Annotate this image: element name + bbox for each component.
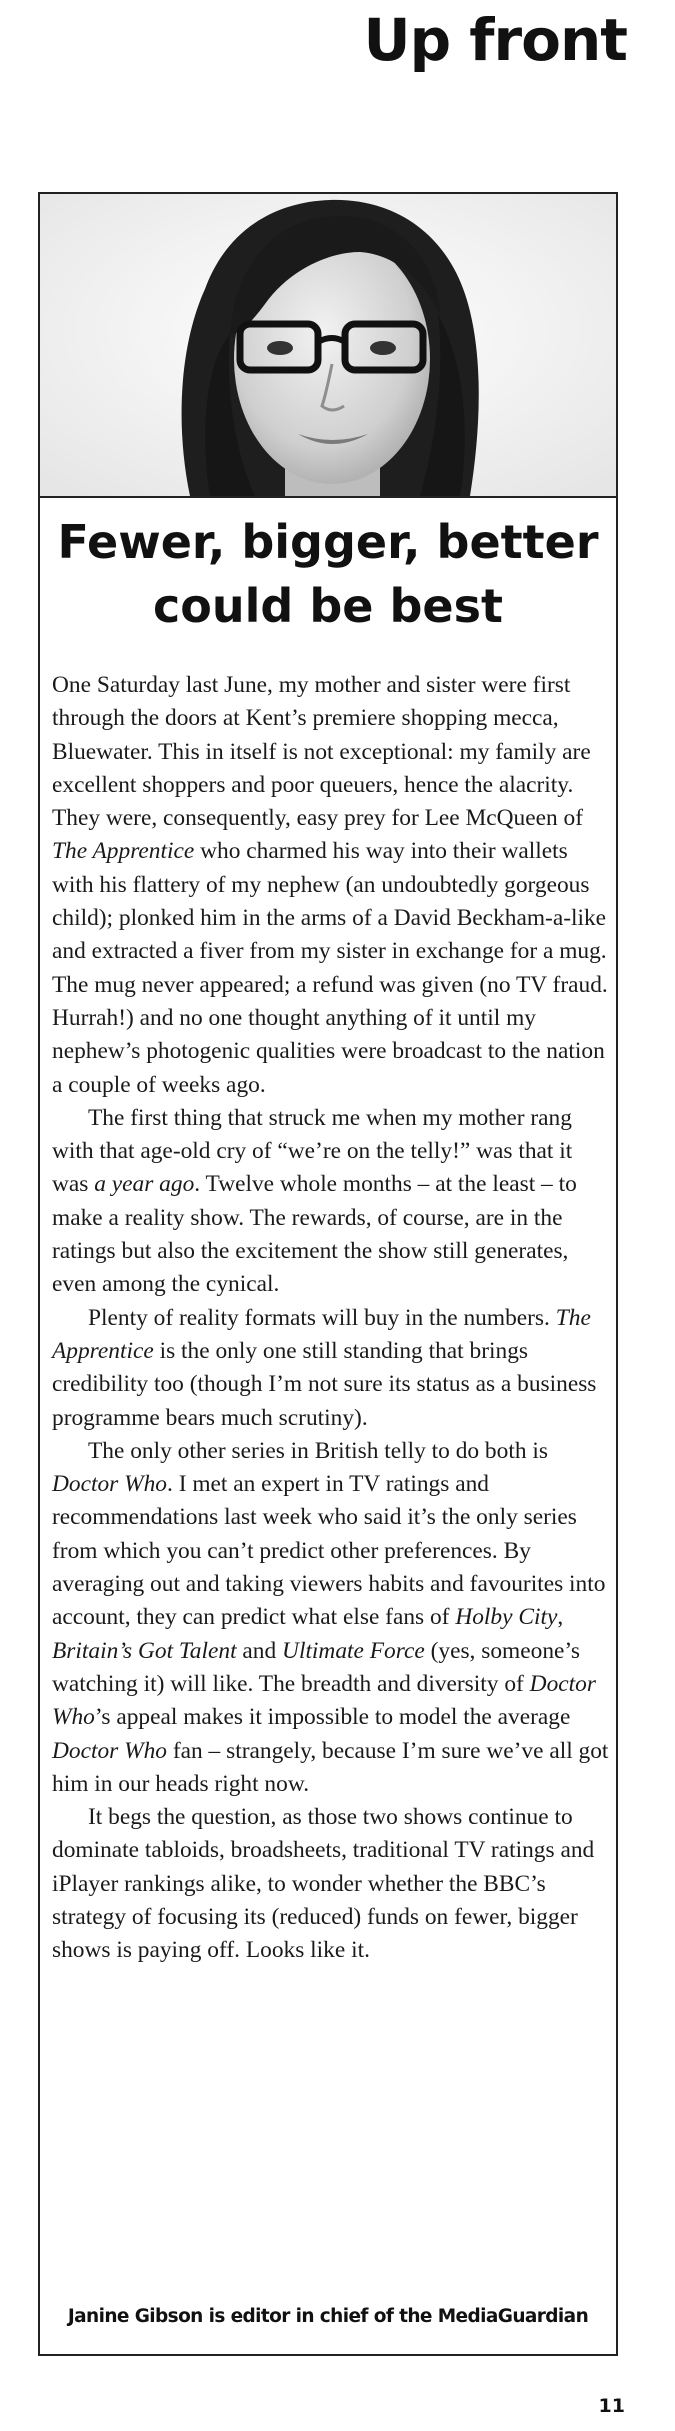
headline (40, 510, 616, 638)
headline-line-2: could be best (153, 579, 503, 633)
column-box (38, 192, 618, 2356)
paragraph-5: It begs the question, as those two shows continue to dominate tabloids, broadsheets, traditional TV ratings and iPlayer rankings alike, to wonder whether the BBC’s strategy of focusing its (reduced) funds on fewer, bigger shows is paying off. Looks like it. (52, 1804, 595, 1964)
paragraph-1: One Saturday last June, my mother and sister were first through the doors at Kent’s premiere shopping mecca, Bluewater. This in itself is not exceptional: my family are excellent shoppers and poor queuers, hence the alacrity. They were, consequently, easy prey for Lee McQueen of The Apprentice who charmed his way into their wallets with his flattery of my nephew (an undoubtedly gorgeous child); plonked him in the arms of a David Beckham-a-like and extracted a fiver from my sister in exchange for a mug. The mug never appeared; a refund was given (no TV fraud. Hurrah!) and no one thought anything of it until my nephew’s photogenic qualities were broadcast to the nation a couple of weeks ago. (52, 672, 608, 1098)
headline-line-1: Fewer, bigger, better (57, 515, 599, 569)
paragraph-2: The first thing that struck me when my mother rang with that age-old cry of “we’re on the telly!” was that it was a year ago. Twelve whole months – at the least – to make a reality show. The rewards, of course, are in the ratings but also the excitement the show still generates, even among the cynical. (52, 1104, 577, 1298)
section-title: Up front (363, 6, 627, 74)
article-body (52, 669, 612, 1968)
page-number: 11 (598, 2395, 625, 2417)
paragraph-4: The only other series in British telly to do both is Doctor Who. I met an expert in TV ratings and recommendations last week who said it’s the only series from which you can’t predict other preferences. By averaging out and taking viewers habits and favourites into account, they can predict what else fans of Holby City, Britain’s Got Talent and Ultimate Force (yes, someone’s watching it) will like. The breadth and diversity of Doctor Who’s appeal makes it impossible to model the average Doctor Who fan – strangely, because I’m sure we’ve all got him in our heads right now. (52, 1437, 609, 1797)
author-byline: Janine Gibson is editor in chief of the MediaGuardian (67, 2306, 589, 2327)
author-photo (40, 194, 616, 498)
paragraph-3: Plenty of reality formats will buy in the numbers. The Apprentice is the only one still standing that brings credibility too (though I’m not sure its status as a business programme bears much scrutiny). (52, 1304, 597, 1431)
author-portrait-icon (40, 194, 616, 496)
